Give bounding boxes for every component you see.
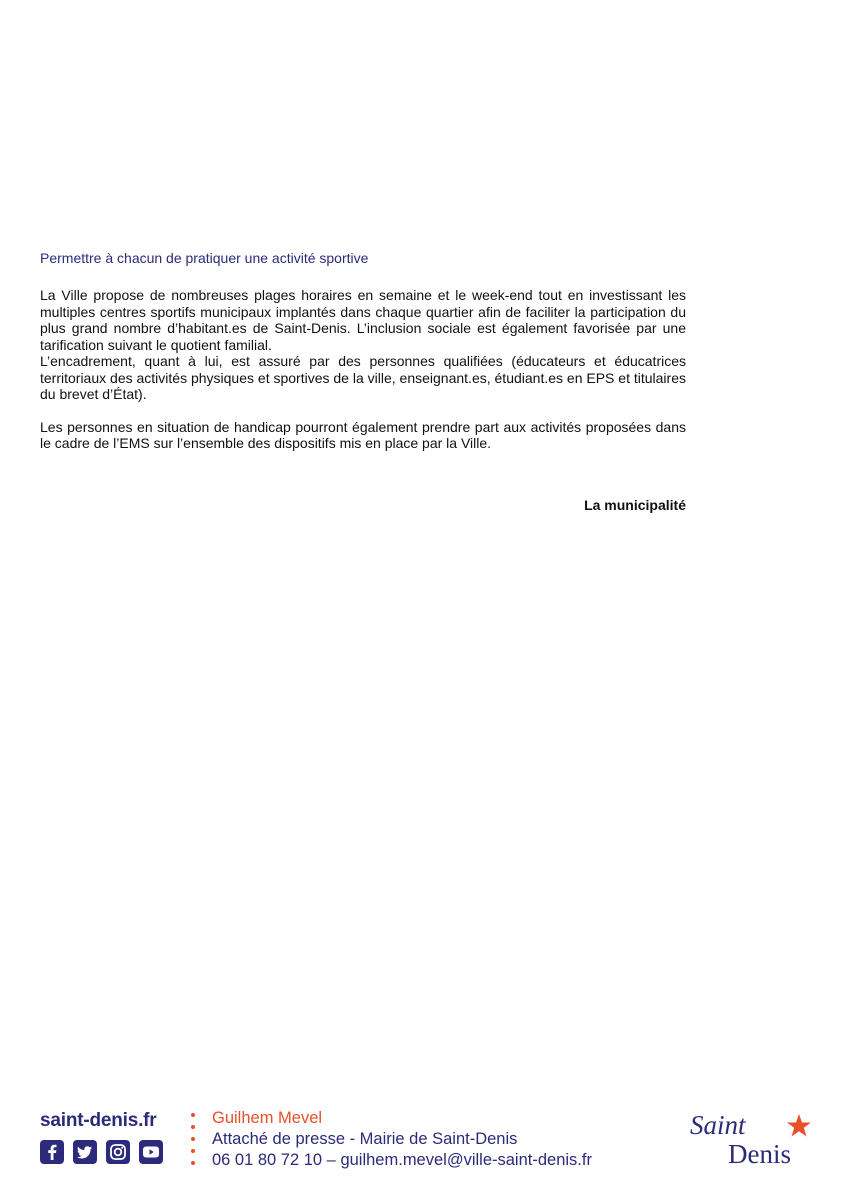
contact-name: Guilhem Mevel (212, 1109, 323, 1127)
site-link[interactable]: saint-denis.fr (40, 1110, 157, 1131)
press-contact (212, 1108, 592, 1171)
logo-word-saint: Saint (690, 1110, 746, 1140)
paragraph-supervision: L’encadrement, quant à lui, est assuré par des personnes qualifiées (éducateurs et éducatrices territoriaux des activités physiques et sportives de la ville, enseignant.es, étudiant.es en EPS et titulaires du brevet d’État). (40, 353, 686, 402)
section-heading: Permettre à chacun de pratiquer une activité sportive (40, 250, 369, 266)
star-icon (787, 1114, 811, 1137)
contact-role: Attaché de presse - Mairie de Saint-Denis (212, 1130, 518, 1148)
facebook-icon[interactable] (40, 1140, 64, 1164)
twitter-icon[interactable] (73, 1140, 97, 1164)
paragraph-handicap: Les personnes en situation de handicap pourront également prendre part aux activités proposées dans le cadre de l’EMS sur l’ensemble des dispositifs mis en place par la Ville. (40, 418, 686, 451)
instagram-icon[interactable] (106, 1140, 130, 1164)
signature: La municipalité (584, 497, 686, 513)
paragraph-schedule: La Ville propose de nombreuses plages horaires en semaine et le week-end tout en investissant les multiples centres sportifs municipaux implantés dans chaque quartier afin de faciliter la participation du plus grand nombre d’habitant.es de Saint-Denis. L’inclusion sociale est également favorisée par une tarification suivant le quotient familial. (40, 287, 686, 353)
saint-denis-logo (688, 1110, 818, 1166)
logo-word-denis: Denis (728, 1139, 791, 1166)
separator-dots (190, 1112, 196, 1168)
social-links (40, 1140, 180, 1164)
press-release-body (40, 250, 686, 452)
youtube-icon[interactable] (139, 1140, 163, 1164)
paragraph-gap (40, 403, 686, 419)
site-block (40, 1110, 180, 1164)
contact-details[interactable]: 06 01 80 72 10 – guilhem.mevel@ville-saint-denis.fr (212, 1151, 592, 1169)
footer (0, 1100, 848, 1180)
